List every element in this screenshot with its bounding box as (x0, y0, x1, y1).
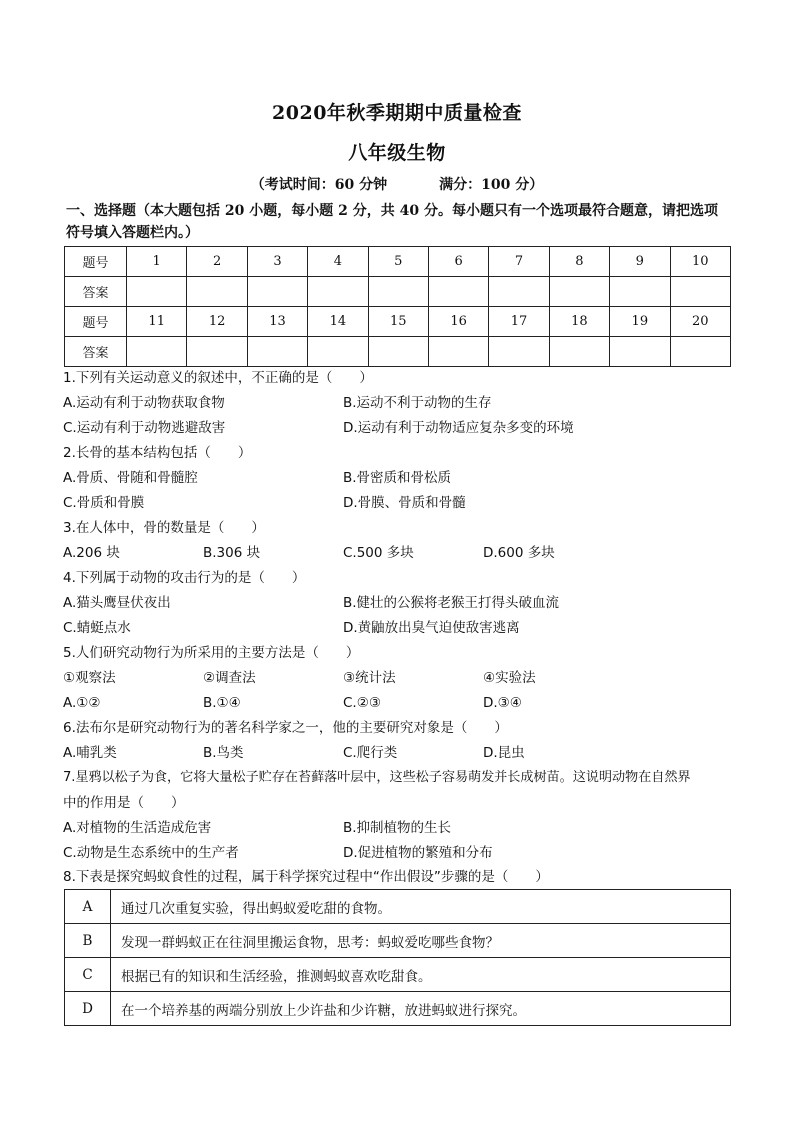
answer-cell[interactable] (368, 277, 428, 307)
question-5-method-2: ②调查法 (203, 670, 256, 686)
question-2-option-b: B.骨密质和骨松质 (343, 470, 452, 486)
answer-cell[interactable] (187, 277, 247, 307)
row-text: 发现一群蚂蚁正在往洞里搬运食物，思考：蚂蚁爱吃哪些食物？ (111, 924, 731, 958)
answer-cell[interactable] (489, 277, 549, 307)
question-7-option-b: B.抑制植物的生长 (343, 820, 452, 836)
table-row (65, 924, 731, 958)
answer-cell[interactable] (610, 337, 670, 367)
answer-number-row (65, 307, 731, 337)
answer-cell[interactable] (549, 277, 609, 307)
answer-cell[interactable] (368, 337, 428, 367)
answer-cell[interactable] (610, 277, 670, 307)
question-5-method-1: ①观察法 (63, 670, 116, 686)
section-instructions: 一、选择题（本大题包括 20 小题，每小题 2 分，共 40 分。每小题只有一个选项最符合题意，请把选项符号填入答题栏内。） (66, 203, 718, 241)
question-6-option-d: D.昆虫 (483, 745, 525, 761)
question-5-method-3: ③统计法 (343, 670, 396, 686)
answer-cell[interactable] (127, 277, 187, 307)
question-5-method-4: ④实验法 (483, 670, 536, 686)
row-key: B (65, 924, 111, 958)
answer-label: 答案 (65, 277, 127, 307)
exam-title: 2020年秋季期期中质量检查 (272, 102, 522, 124)
table-row (65, 890, 731, 924)
number-cell: 17 (489, 307, 549, 337)
question-2-option-a: A.骨质、骨随和骨髓腔 (63, 470, 198, 486)
number-cell: 18 (549, 307, 609, 337)
number-cell: 5 (368, 247, 428, 277)
answer-entry-row (65, 337, 731, 367)
number-cell: 4 (308, 247, 368, 277)
answer-cell[interactable] (489, 337, 549, 367)
question-7-stem-cont: 中的作用是（ ） (63, 795, 185, 811)
row-text: 在一个培养基的两端分别放上少许盐和少许糖，放进蚂蚁进行探究。 (111, 992, 731, 1026)
row-key: C (65, 958, 111, 992)
question-5-stem: 5.人们研究动物行为所采用的主要方法是（ ） (63, 645, 360, 661)
question-5-option-b: B.①④ (203, 695, 241, 711)
number-cell: 12 (187, 307, 247, 337)
answer-number-row (65, 247, 731, 277)
question-5-option-c: C.②③ (343, 695, 381, 711)
number-cell: 16 (428, 307, 488, 337)
number-cell: 3 (247, 247, 307, 277)
row-text: 通过几次重复实验，得出蚂蚁爱吃甜的食物。 (111, 890, 731, 924)
answer-entry-row (65, 277, 731, 307)
question-7-option-c: C.动物是生态系统中的生产者 (63, 845, 239, 861)
answer-label: 答案 (65, 337, 127, 367)
answer-cell[interactable] (428, 277, 488, 307)
answer-cell[interactable] (549, 337, 609, 367)
row-key: A (65, 890, 111, 924)
exam-subtitle: 八年级生物 (348, 142, 446, 164)
question-7-stem: 7.星鸦以松子为食，它将大量松子贮存在苔藓落叶层中，这些松子容易萌发并长成树苗。这说明动物在自然界 (63, 770, 691, 785)
number-cell: 11 (127, 307, 187, 337)
question-4-option-c: C.蜻蜓点水 (63, 620, 131, 636)
answer-cell[interactable] (127, 337, 187, 367)
question-6-option-c: C.爬行类 (343, 745, 398, 761)
number-label: 题号 (65, 307, 127, 337)
row-text: 根据已有的知识和生活经验，推测蚂蚁喜欢吃甜食。 (111, 958, 731, 992)
question-8-table (64, 889, 731, 1026)
question-1-stem: 1.下列有关运动意义的叙述中，不正确的是（ ） (63, 370, 373, 386)
number-cell: 6 (428, 247, 488, 277)
answer-cell[interactable] (187, 337, 247, 367)
question-1-option-a: A.运动有利于动物获取食物 (63, 395, 225, 411)
exam-score: 满分：100 分） (439, 177, 544, 193)
question-4-option-a: A.猫头鹰昼伏夜出 (63, 595, 171, 611)
question-1-option-c: C.运动有利于动物逃避敌害 (63, 420, 226, 436)
question-3-option-a: A.206 块 (63, 545, 120, 561)
table-row (65, 992, 731, 1026)
question-4-option-b: B.健壮的公猴将老猴王打得头破血流 (343, 595, 560, 611)
question-6-stem: 6.法布尔是研究动物行为的著名科学家之一，他的主要研究对象是（ ） (63, 720, 508, 736)
question-3-option-c: C.500 多块 (343, 545, 414, 561)
answer-cell[interactable] (670, 277, 730, 307)
question-6-option-b: B.鸟类 (203, 745, 244, 761)
question-7-option-a: A.对植物的生活造成危害 (63, 820, 212, 836)
table-row (65, 958, 731, 992)
question-1-option-d: D.运动有利于动物适应复杂多变的环境 (343, 420, 574, 436)
answer-table (64, 246, 731, 367)
row-key: D (65, 992, 111, 1026)
answer-cell[interactable] (247, 277, 307, 307)
number-cell: 8 (549, 247, 609, 277)
number-cell: 13 (247, 307, 307, 337)
number-cell: 10 (670, 247, 730, 277)
question-8-stem: 8.下表是探究蚂蚁食性的过程，属于科学探究过程中“作出假设”步骤的是（ ） (63, 869, 549, 885)
number-cell: 20 (670, 307, 730, 337)
answer-cell[interactable] (308, 337, 368, 367)
number-label: 题号 (65, 247, 127, 277)
answer-cell[interactable] (308, 277, 368, 307)
question-3-option-b: B.306 块 (203, 545, 261, 561)
question-4-option-d: D.黄鼬放出臭气迫使敌害逃离 (343, 620, 520, 636)
question-2-option-c: C.骨质和骨膜 (63, 495, 145, 511)
number-cell: 2 (187, 247, 247, 277)
answer-cell[interactable] (670, 337, 730, 367)
question-2-option-d: D.骨膜、骨质和骨髓 (343, 495, 466, 511)
number-cell: 1 (127, 247, 187, 277)
question-5-option-a: A.①② (63, 695, 101, 711)
question-1-option-b: B.运动不利于动物的生存 (343, 395, 492, 411)
number-cell: 15 (368, 307, 428, 337)
question-6-option-a: A.哺乳类 (63, 745, 117, 761)
exam-meta (0, 174, 794, 194)
number-cell: 14 (308, 307, 368, 337)
question-5-option-d: D.③④ (483, 695, 522, 711)
question-3-stem: 3.在人体中，骨的数量是（ ） (63, 520, 265, 536)
question-3-option-d: D.600 多块 (483, 545, 555, 561)
question-2-stem: 2.长骨的基本结构包括（ ） (63, 445, 252, 461)
exam-time: （考试时间：60 分钟 (250, 177, 388, 193)
number-cell: 9 (610, 247, 670, 277)
number-cell: 7 (489, 247, 549, 277)
number-cell: 19 (610, 307, 670, 337)
answer-cell[interactable] (428, 337, 488, 367)
question-7-option-d: D.促进植物的繁殖和分布 (343, 845, 493, 861)
answer-cell[interactable] (247, 337, 307, 367)
question-4-stem: 4.下列属于动物的攻击行为的是（ ） (63, 570, 306, 586)
